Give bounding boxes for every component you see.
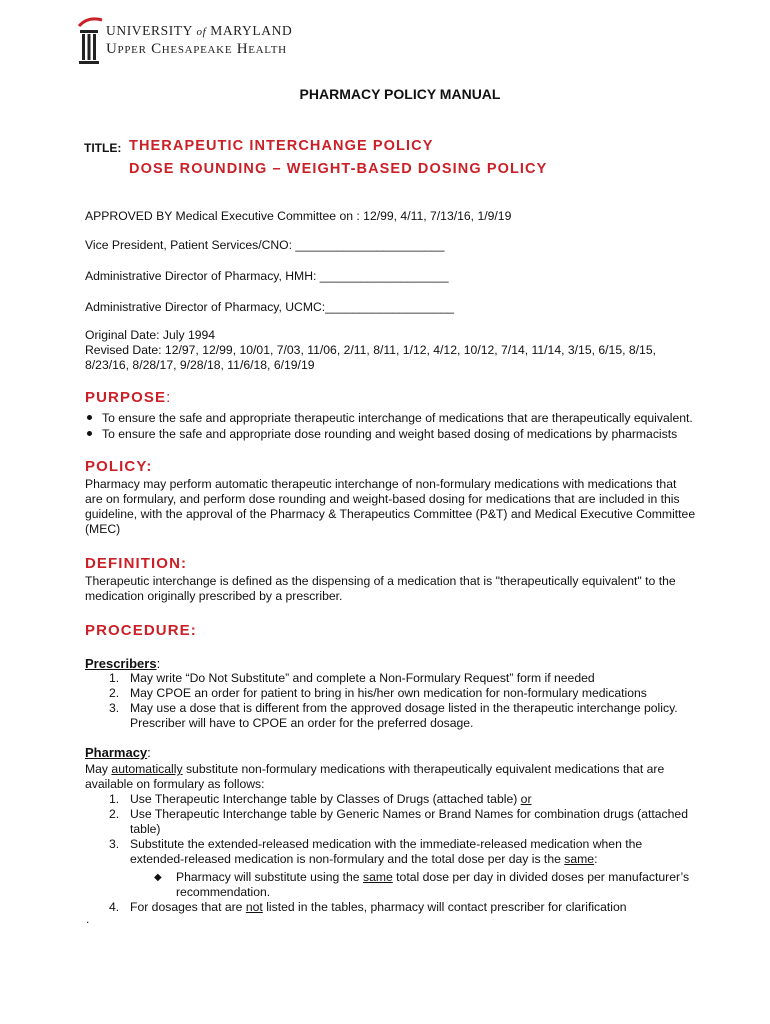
policy-paragraph (85, 477, 725, 537)
prescribers-item-2: May CPOE an order for patient to bring in his/her own medication for non-formulary medications (130, 686, 647, 700)
pharmacy-item-3-cont-pre: extended-released medication is non-formulary and the total dose per day is the (130, 852, 565, 866)
item-number: 3. (109, 701, 120, 715)
prescribers-item-3: May use a dose that is different from the approved dosage listed in the therapeutic interchange policy. (130, 701, 678, 715)
revised-date-line-1: Revised Date: 12/97, 12/99, 10/01, 7/03, 11/06, 2/11, 8/11, 1/12, 4/12, 10/12, 7/14, 11/14, 3/15, 6/15, 8/15, (85, 343, 656, 357)
manual-title: PHARMACY POLICY MANUAL (299, 86, 501, 102)
list-item (85, 900, 627, 915)
item-number: 3. (109, 837, 120, 851)
diamond-pre: Pharmacy will substitute using the (176, 870, 363, 884)
prescribers-item-3-cont: Prescriber will have to CPOE an order for the preferred dosage. (130, 716, 474, 730)
pharmacy-subheading (85, 745, 151, 760)
purpose-heading-colon: : (166, 389, 172, 406)
logo-wordmark (106, 23, 292, 58)
approved-by: APPROVED BY Medical Executive Committee on : 12/99, 4/11, 7/13/16, 1/9/19 (85, 209, 512, 223)
bullet-icon (87, 431, 92, 436)
definition-paragraph (85, 574, 725, 604)
title-label: TITLE: (84, 141, 122, 155)
pharmacy-intro-post: substitute non-formulary medications with therapeutically equivalent medications that are (182, 762, 665, 776)
signature-ucmc: Administrative Director of Pharmacy, UCMC:___________________ (85, 300, 454, 314)
pharmacy-intro-pre: May (85, 762, 112, 776)
prescribers-label: Prescribers (85, 656, 157, 671)
item-number: 2. (109, 807, 120, 821)
item-number: 1. (109, 792, 120, 806)
pharmacy-label: Pharmacy (85, 745, 148, 760)
original-date: Original Date: July 1994 (85, 328, 216, 342)
pharmacy-item-1-or: or (520, 792, 532, 806)
list-item (85, 792, 688, 807)
signature-vp: Vice President, Patient Services/CNO: ______________________ (85, 238, 445, 252)
list-item (85, 426, 693, 442)
policy-line-1: Pharmacy may perform automatic therapeutic interchange of non-formulary medications with medications that (85, 477, 677, 491)
list-item-continuation (85, 852, 688, 867)
list-item (85, 701, 678, 716)
item-number: 2. (109, 686, 120, 700)
item-number: 4. (109, 900, 120, 914)
policy-heading-text: POLICY (85, 458, 147, 475)
definition-heading: DEFINITION: (85, 555, 188, 572)
diamond-cont: recommendation. (176, 885, 271, 899)
prescribers-subheading (85, 656, 160, 671)
revised-date-line-2: 8/23/16, 8/28/17, 9/28/18, 11/6/18, 6/19/19 (85, 358, 315, 372)
pharmacy-item-2-cont: table) (130, 822, 161, 836)
pharmacy-intro-underlined: automatically (111, 762, 183, 776)
bullet-icon (87, 415, 92, 420)
list-item (85, 410, 693, 426)
policy-heading (85, 458, 152, 475)
list-item-continuation (85, 822, 688, 837)
policy-line-3: guideline, with the approval of the Pharmacy & Therapeutics Committee (P&T) and Medical Executive Committee (85, 507, 696, 521)
pharmacy-intro-line-2: available on formulary as follows: (85, 777, 265, 791)
policy-heading-colon: : (146, 458, 153, 475)
purpose-heading-text: PURPOSE (85, 389, 167, 406)
list-item-continuation (85, 716, 678, 731)
list-item (85, 837, 688, 852)
pharmacy-item-3: Substitute the extended-released medication with the immediate-released medication when the (130, 837, 643, 851)
pharmacy-list-continued (85, 900, 627, 915)
pharmacy-item-1: Use Therapeutic Interchange table by Classes of Drugs (attached table) (130, 792, 521, 806)
prescribers-colon: : (156, 656, 161, 671)
logo-upper-chesapeake: Upper Chesapeake Health (106, 41, 287, 57)
policy-title-line-1: THERAPEUTIC INTERCHANGE POLICY (129, 138, 434, 154)
policy-title-line-2: DOSE ROUNDING – WEIGHT-BASED DOSING POLICY (129, 161, 548, 177)
building-columns-icon (76, 16, 104, 68)
pharmacy-item-4-post: listed in the tables, pharmacy will contact prescriber for clarification (262, 900, 627, 914)
trailing-period: . (86, 912, 90, 926)
pharmacy-list (85, 792, 688, 867)
pharmacy-intro-line-1 (85, 762, 664, 777)
prescribers-list (85, 671, 678, 731)
purpose-list (85, 410, 693, 442)
diamond-post: total dose per day in divided doses per manufacturer’s (392, 870, 690, 884)
diamond-bullet-icon: ◆ (154, 872, 162, 883)
signature-hmh: Administrative Director of Pharmacy, HMH: ___________________ (85, 269, 449, 283)
definition-line-2: medication originally prescribed by a prescriber. (85, 589, 343, 603)
logo-of: of (196, 26, 207, 38)
list-item (85, 671, 678, 686)
prescribers-item-1: May write “Do Not Substitute” and complete a Non-Formulary Request” form if needed (130, 671, 595, 685)
pharmacy-sub-bullet (154, 870, 736, 900)
list-item (85, 807, 688, 822)
diamond-same: same (362, 870, 393, 884)
procedure-heading: PROCEDURE: (85, 622, 197, 639)
pharmacy-item-2: Use Therapeutic Interchange table by Generic Names or Brand Names for combination drugs (attached (130, 807, 688, 821)
pharmacy-item-3-same: same (564, 852, 595, 866)
policy-line-4: (MEC) (85, 522, 121, 536)
pharmacy-colon: : (147, 745, 151, 760)
university-logo (76, 16, 306, 68)
logo-university: UNIVERSITY (106, 23, 193, 38)
purpose-bullet-2: To ensure the safe and appropriate dose rounding and weight based dosing of medications by pharmacists (102, 427, 678, 441)
policy-line-2: are on formulary, and perform dose rounding and weight-based dosing for medications that are included in this (85, 492, 680, 506)
logo-maryland: MARYLAND (210, 23, 293, 38)
purpose-heading (85, 389, 171, 406)
pharmacy-item-4-pre: For dosages that are (130, 900, 246, 914)
item-number: 1. (109, 671, 120, 685)
definition-line-1: Therapeutic interchange is defined as the dispensing of a medication that is "therapeutically equivalent" to the (85, 574, 676, 588)
pharmacy-item-3-cont-post: : (594, 852, 598, 866)
list-item (85, 686, 678, 701)
purpose-bullet-1: To ensure the safe and appropriate therapeutic interchange of medications that are therapeutically equivalent. (102, 411, 693, 425)
pharmacy-item-4-not: not (245, 900, 263, 914)
